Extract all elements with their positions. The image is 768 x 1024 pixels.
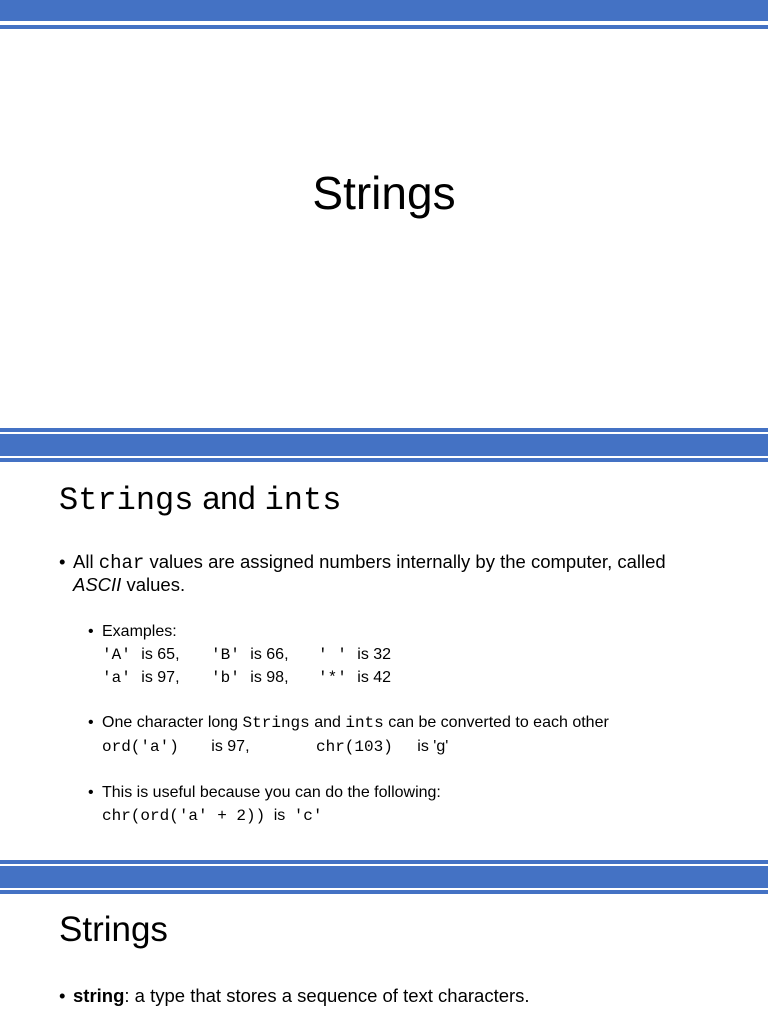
ex-code: '*' (318, 669, 347, 687)
bullet1-rest: values. (121, 574, 186, 595)
b3-code-ord: ord('a') (102, 738, 179, 756)
bullet1-italic: ASCII (73, 574, 122, 595)
examples-row1 (102, 646, 180, 664)
examples-row2-b (211, 669, 289, 687)
b3-pre: One character long (102, 714, 243, 731)
b3-mid: and (309, 714, 346, 731)
bullet3-line2 (102, 738, 250, 756)
bullet1-code: char (98, 552, 145, 574)
bullet-dot: • (88, 623, 94, 640)
ex-text: is 65, (141, 646, 180, 663)
ex-code: 'A' (102, 646, 131, 664)
examples-row2 (102, 669, 180, 687)
slide3-title: Strings (59, 910, 168, 949)
ex-code: 'B' (211, 646, 240, 664)
examples-label: Examples: (102, 623, 177, 640)
b3-text-ord: is 97, (211, 738, 250, 755)
ex-code: 'a' (102, 669, 131, 687)
b3-code1: Strings (242, 714, 310, 732)
ex-text: is 32 (357, 646, 392, 663)
bullet4-code-line (102, 807, 323, 825)
slide2-title (59, 480, 341, 519)
examples-row1-b (211, 646, 289, 664)
b4-code: chr(ord('a' + 2)) (102, 807, 266, 825)
bullet1-pre: All (73, 551, 99, 572)
s3-rest: : a type that stores a sequence of text characters. (124, 985, 530, 1006)
ex-text: is 42 (357, 669, 392, 686)
bullet3-line2-b (316, 738, 448, 756)
ex-code: 'b' (211, 669, 240, 687)
examples-row1-c (318, 646, 391, 664)
b3-code2: ints (345, 714, 384, 732)
examples-row2-c (318, 669, 391, 687)
b3-post: can be converted to each other (383, 714, 609, 731)
ex-code: ' ' (318, 646, 347, 664)
bullet1-post: values are assigned numbers internally by the computer, called (144, 551, 666, 572)
bullet-dot: • (88, 784, 94, 801)
ex-text: is 66, (250, 646, 289, 663)
slide1-title: Strings (312, 167, 456, 219)
b3-text-chr: is 'g' (417, 738, 449, 755)
slide3-bullet (73, 985, 530, 1007)
bullet1-line2 (73, 574, 185, 596)
b3-code-chr: chr(103) (316, 738, 393, 756)
bullet-dot: • (59, 551, 66, 572)
ex-text: is 97, (141, 669, 180, 686)
bullet1-line1 (73, 551, 666, 574)
slide2-title-and: and (193, 480, 265, 516)
b4-result: 'c' (293, 807, 323, 825)
ex-text: is 98, (250, 669, 289, 686)
bullet4-text: This is useful because you can do the following: (102, 784, 441, 801)
b4-is: is (273, 807, 286, 824)
slide2-title-code2: ints (264, 482, 342, 519)
bullet-dot: • (59, 985, 66, 1006)
slide2-title-code1: Strings (59, 482, 194, 519)
s3-bold: string (73, 985, 125, 1006)
bullet3-line1 (102, 714, 609, 732)
bullet-dot: • (88, 714, 94, 731)
